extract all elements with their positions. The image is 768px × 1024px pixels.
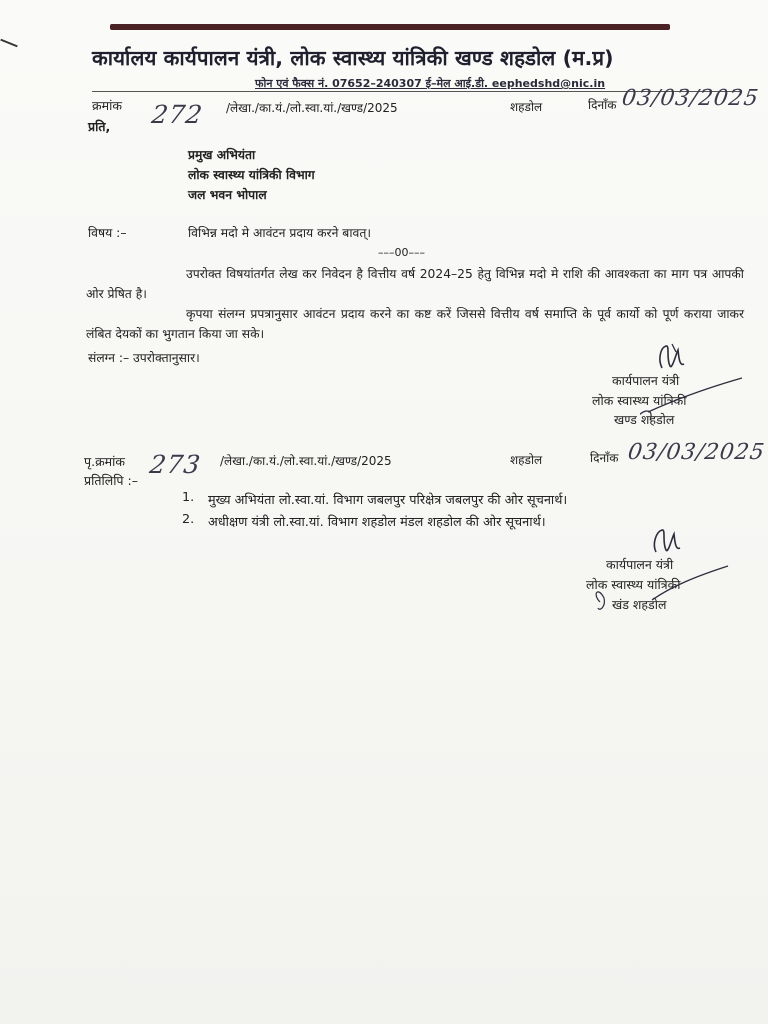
enclosure-line: संलग्न :– उपरोक्तानुसार। xyxy=(88,351,200,365)
top-edge-band xyxy=(110,24,670,30)
signature-2-line-3: खंड शहडोल xyxy=(612,597,667,612)
copy-item-2: अधीक्षण यंत्री लो.स्वा.यां. विभाग शहडोल मंडल शहडोल की ओर सूचनार्थ। xyxy=(208,515,546,530)
letter-number-handwritten: 272 xyxy=(149,100,205,129)
letter-place: शहडोल xyxy=(510,100,543,114)
to-label: प्रति, xyxy=(88,119,111,134)
letter-date-label: दिनाँक xyxy=(588,98,617,112)
copy-label: प्रतिलिपि :– xyxy=(84,473,138,488)
paragraph-1 xyxy=(86,264,744,304)
office-header-title: कार्यालय कार्यपालन यंत्री, लोक स्वास्थ्य यांत्रिकी खण्ड शहडोल (म.प्र) xyxy=(92,46,614,70)
letter-number-label: क्रमांक xyxy=(92,98,122,113)
copy-item-1-number: 1. xyxy=(182,490,195,505)
copy-item-2-number: 2. xyxy=(182,512,195,527)
copy-place: शहडोल xyxy=(510,453,543,467)
recipient-line-2: लोक स्वास्थ्य यांत्रिकी विभाग xyxy=(188,168,315,182)
contact-line: फोन एवं फैक्स नं. 07652–240307 ई–मेल आई.डी. eephedshd@nic.in xyxy=(255,77,606,90)
signature-1-line-3: खण्ड शहडोल xyxy=(614,412,675,427)
paragraph-1-text: उपरोक्त विषयांतर्गत लेख कर निवेदन है वित्तीय वर्ष 2024–25 हेतु विभिन्न मदो मे राशि की आवश्कता का माग पत्र आपकी ओर प्रेषित है। xyxy=(86,267,744,301)
signature-1-line-1: कार्यपालन यंत्री xyxy=(612,373,680,388)
signature-1-line-2: लोक स्वास्थ्य यांत्रिकी xyxy=(592,393,687,408)
recipient-line-3: जल भवन भोपाल xyxy=(188,188,267,202)
copy-date-handwritten: 03/03/2025 xyxy=(626,440,767,465)
subject-text: विभिन्न मदो मे आवंटन प्रदाय करने बावत्। xyxy=(188,226,372,240)
letter-reference: /लेखा./का.यं./लो.स्वा.यां./खण्ड/2025 xyxy=(226,101,398,115)
recipient-line-1: प्रमुख अभियंता xyxy=(188,148,256,162)
copy-reference: /लेखा./का.यं./लो.स्वा.यां./खण्ड/2025 xyxy=(220,454,392,468)
signature-initial-stroke-1 xyxy=(640,372,750,422)
subject-separator: –––00––– xyxy=(378,246,425,259)
signature-scribble-2 xyxy=(646,526,686,556)
subject-label: विषय :– xyxy=(88,226,127,240)
copy-item-1: मुख्य अभियंता लो.स्वा.यां. विभाग जबलपुर परिक्षेत्र जबलपुर की ओर सूचनार्थ। xyxy=(208,493,568,508)
copy-number-handwritten: 273 xyxy=(147,450,203,479)
signature-initial-stroke-2 xyxy=(592,556,732,616)
letter-date-handwritten: 03/03/2025 xyxy=(620,86,761,111)
paragraph-2-text: कृपया संलग्न प्रपत्रानुसार आवंटन प्रदाय करने का कष्ट करें जिससे वित्तीय वर्ष समाप्ति के पूर्व कार्यो को पूर्ण कराया जाकर लंबित देयकों का भुगतान किया जा सके। xyxy=(86,307,744,341)
signature-2-line-1: कार्यपालन यंत्री xyxy=(606,557,674,572)
copy-date-label: दिनाँक xyxy=(590,451,619,465)
copy-number-label: पृ.क्रमांक xyxy=(84,454,125,469)
paragraph-2 xyxy=(86,304,744,344)
signature-scribble-1 xyxy=(650,342,690,372)
signature-2-line-2: लोक स्वास्थ्य यांत्रिकी xyxy=(586,577,681,592)
corner-mark xyxy=(0,39,17,48)
